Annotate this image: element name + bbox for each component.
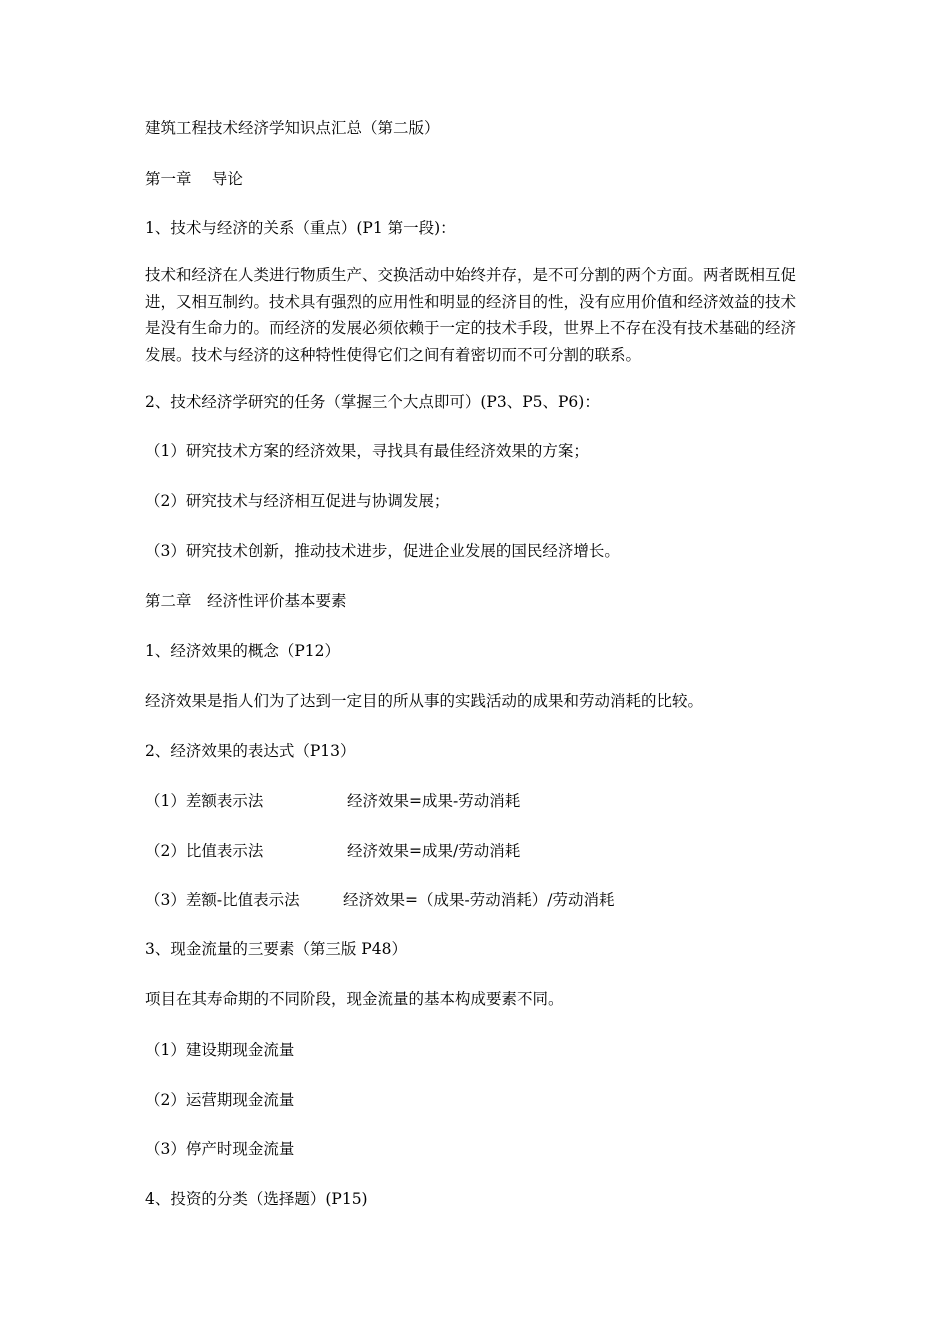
formula-label: （1）差额表示法 [145,792,264,810]
formula-label: （3）差额-比值表示法 [145,891,300,909]
task-item-3: （3）研究技术创新，推动技术进步，促进企业发展的国民经济增长。 [145,542,620,560]
cashflow-item-1: （1）建设期现金流量 [145,1041,295,1059]
formula-expression: 经济效果=成果/劳动消耗 [347,842,521,860]
formula-row-1 [145,790,520,812]
formula-expression: 经济效果=成果-劳动消耗 [347,792,521,810]
section-1-2-heading: 2、技术经济学研究的任务（掌握三个大点即可）(P3、P5、P6)： [145,393,600,411]
section-2-1-heading: 1、经济效果的概念（P12） [145,642,341,660]
section-2-1-body: 经济效果是指人们为了达到一定目的所从事的实践活动的成果和劳动消耗的比较。 [145,692,704,710]
cashflow-item-2: （2）运营期现金流量 [145,1091,295,1109]
document-title: 建筑工程技术经济学知识点汇总（第二版） [145,119,440,137]
section-2-2-heading: 2、经济效果的表达式（P13） [145,742,356,760]
section-1-1-heading: 1、技术与经济的关系（重点）(P1 第一段)： [145,219,456,237]
section-2-4-heading: 4、投资的分类（选择题）(P15) [145,1190,368,1208]
section-1-1-body: 技术和经济在人类进行物质生产、交换活动中始终并存，是不可分割的两个方面。两者既相互促进，又相互制约。技术具有强烈的应用性和明显的经济目的性，没有应用价值和经济效益的技术是没有生命力的。而经济的发展必须依赖于一定的技术手段，世界上不存在没有技术基础的经济发展。技术与经济的这种特性使得它们之间有着密切而不可分割的联系。 [145,266,797,364]
task-item-1: （1）研究技术方案的经济效果，寻找具有最佳经济效果的方案； [145,442,589,460]
task-item-2: （2）研究技术与经济相互促进与协调发展； [145,492,450,510]
formula-label: （2）比值表示法 [145,842,264,860]
cashflow-item-3: （3）停产时现金流量 [145,1140,295,1158]
formula-row-2 [145,840,520,862]
chapter-1-heading: 第一章 导论 [145,170,243,188]
formula-row-3 [145,889,614,911]
section-2-3-body: 项目在其寿命期的不同阶段，现金流量的基本构成要素不同。 [145,990,564,1008]
section-2-3-heading: 3、现金流量的三要素（第三版 P48） [145,940,407,958]
formula-expression: 经济效果=（成果-劳动消耗）/劳动消耗 [343,891,615,909]
chapter-2-heading: 第二章 经济性评价基本要素 [145,592,347,610]
